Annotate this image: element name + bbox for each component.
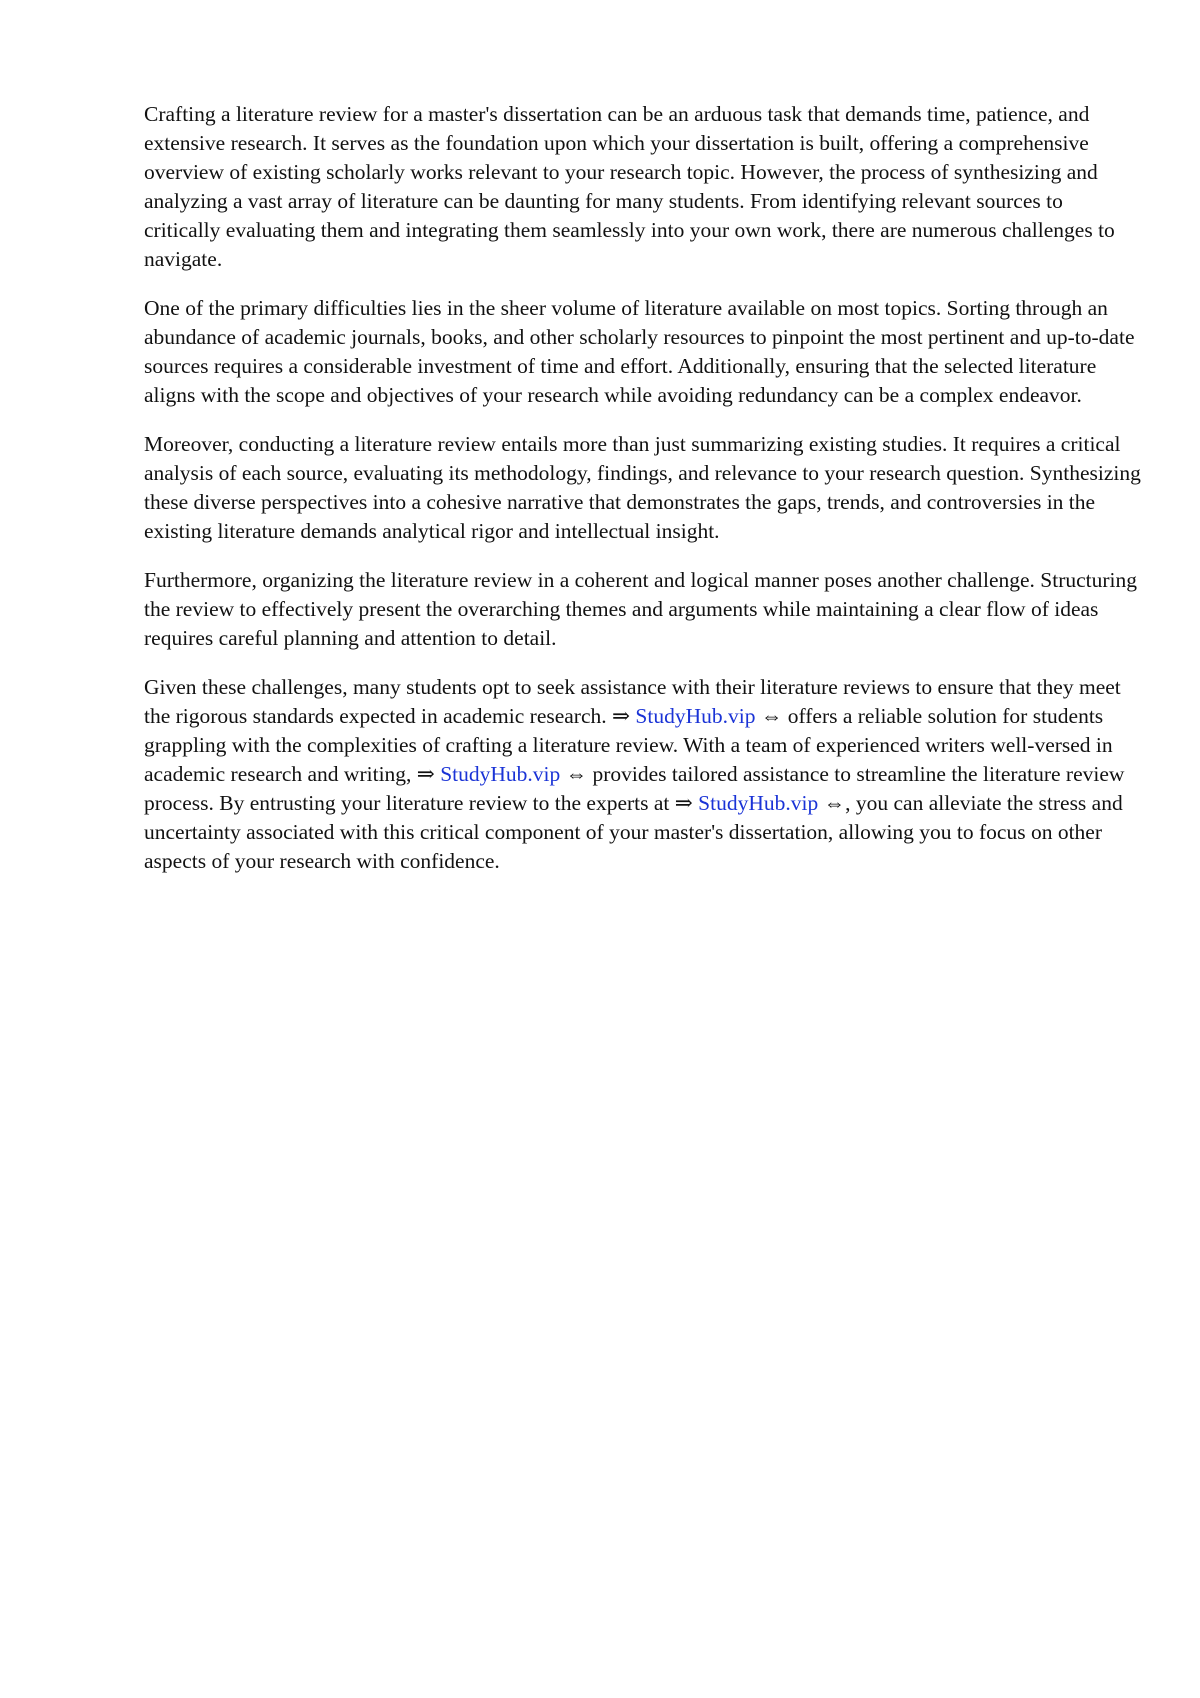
studyhub-link-2[interactable]: StudyHub.vip [440, 762, 561, 786]
assistance-text-4: ⇔, you can alleviate the stress and uncertainty associated with this critical component of your master's dissertation, allowing you to focus on other aspects of your research with confidence. [144, 791, 1123, 873]
assistance-text-1: Given these challenges, many students opt to seek assistance with their literature reviews to ensure that they meet the rigorous standards expected in academic research. ⇒ [144, 675, 1121, 728]
paragraph-organization: Furthermore, organizing the literature review in a coherent and logical manner poses another challenge. Structuring the review to effectively present the overarching themes and arguments while maintaining a clear flow of ideas requires careful planning and attention to detail. [144, 568, 1138, 650]
studyhub-link-3[interactable]: StudyHub.vip [698, 791, 819, 815]
paragraph-assistance [144, 673, 1144, 876]
assistance-text-2: ⇔ offers a reliable solution for students grappling with the complexities of crafting a literature review. With a team of experienced writers well-versed in academic research and writing, ⇒ [144, 704, 1113, 786]
paragraph-analysis: Moreover, conducting a literature review entails more than just summarizing existing studies. It requires a critical analysis of each source, evaluating its methodology, findings, and relevance to your research question. Synthesizing these diverse perspectives into a cohesive narrative that demonstrates the gaps, trends, and controversies in the existing literature demands analytical rigor and intellectual insight. [144, 432, 1141, 543]
paragraph-volume: One of the primary difficulties lies in the sheer volume of literature available on most topics. Sorting through an abundance of academic journals, books, and other scholarly resources to pinpoint the most pertinent and up-to-date sources requires a considerable investment of time and effort. Additionally, ensuring that the selected literature aligns with the scope and objectives of your research while avoiding redundancy can be a complex endeavor. [144, 296, 1135, 407]
assistance-text-3: ⇔ provides tailored assistance to streamline the literature review process. By entrusting your literature review to the experts at ⇒ [144, 762, 1125, 815]
paragraph-intro: Crafting a literature review for a master's dissertation can be an arduous task that demands time, patience, and extensive research. It serves as the foundation upon which your dissertation is built, offering a comprehensive overview of existing scholarly works relevant to your research topic. However, the process of synthesizing and analyzing a vast array of literature can be daunting for many students. From identifying relevant sources to critically evaluating them and integrating them seamlessly into your own work, there are numerous challenges to navigate. [144, 102, 1115, 271]
studyhub-link-1[interactable]: StudyHub.vip [635, 704, 756, 728]
document-body [144, 100, 1144, 896]
